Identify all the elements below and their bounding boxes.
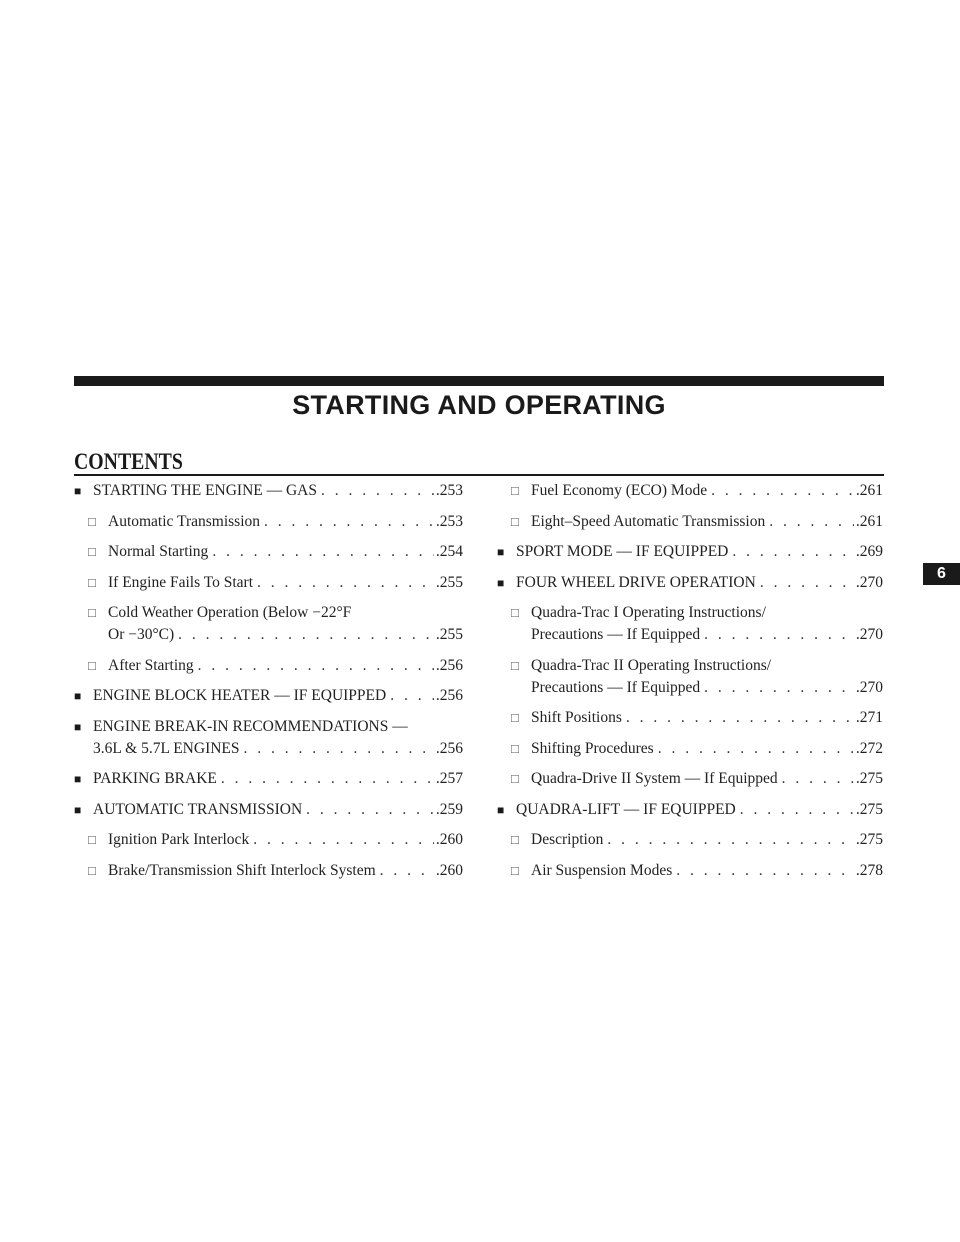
toc-page-number: .253: [435, 482, 463, 499]
dot-leader: [390, 685, 434, 707]
toc-page-number: .256: [435, 739, 463, 757]
filled-square-bullet-icon: ■: [74, 719, 82, 734]
open-square-bullet-icon: □: [511, 862, 519, 878]
toc-entry[interactable]: [74, 768, 463, 790]
toc-entry[interactable]: [74, 602, 463, 646]
toc-entry-title: ENGINE BREAK-IN RECOMMENDATIONS —: [93, 717, 408, 735]
toc-page-number: .253: [435, 512, 463, 530]
dot-leader: [740, 799, 854, 821]
toc-entry[interactable]: [74, 480, 463, 502]
toc-entry-title: If Engine Fails To Start: [108, 573, 254, 591]
toc-page-number: .261: [855, 482, 883, 499]
dot-leader: [257, 572, 434, 594]
dot-leader: [380, 860, 434, 882]
open-square-bullet-icon: □: [88, 513, 96, 529]
toc-entry-title: SPORT MODE — IF EQUIPPED: [516, 543, 729, 560]
open-square-bullet-icon: □: [511, 657, 519, 673]
toc-entry[interactable]: [497, 799, 883, 821]
filled-square-bullet-icon: ■: [497, 802, 505, 817]
toc-entry-title: Description: [531, 831, 604, 848]
toc-page-number: .270: [855, 678, 883, 696]
open-square-bullet-icon: □: [511, 483, 519, 498]
toc-entry[interactable]: [74, 860, 463, 882]
dot-leader: [760, 572, 854, 594]
toc-entry[interactable]: [497, 655, 883, 699]
dot-leader: [212, 541, 434, 563]
chapter-number-tab: 6: [923, 563, 960, 585]
dot-leader: [782, 768, 854, 790]
dot-leader: [321, 480, 434, 502]
toc-entry-title: Brake/Transmission Shift Interlock System: [108, 861, 376, 879]
toc-entry[interactable]: [74, 685, 463, 707]
toc-entry-title: Automatic Transmission: [108, 512, 261, 530]
toc-entry-title: FOUR WHEEL DRIVE OPERATION: [516, 573, 756, 591]
toc-page-number: .260: [435, 861, 463, 879]
toc-entry-title: Shift Positions: [531, 709, 622, 726]
dot-leader: [198, 655, 434, 677]
toc-entry-title: Precautions — If Equipped: [531, 678, 701, 696]
toc-entry[interactable]: [497, 572, 883, 594]
dot-leader: [711, 480, 854, 502]
toc-entry-title: Cold Weather Operation (Below −22°F: [108, 604, 352, 621]
filled-square-bullet-icon: ■: [74, 484, 82, 498]
dot-leader: [253, 829, 434, 851]
toc-entry-title: Quadra-Trac II Operating Instructions/: [531, 656, 772, 674]
dot-leader: [658, 738, 854, 760]
toc-entry-title: 3.6L & 5.7L ENGINES: [93, 739, 240, 757]
toc-page-number: .261: [855, 512, 883, 530]
filled-square-bullet-icon: ■: [74, 772, 82, 786]
toc-entry-title: STARTING THE ENGINE — GAS: [93, 482, 318, 499]
toc-entry[interactable]: [74, 511, 463, 533]
toc-entry[interactable]: [497, 829, 883, 851]
dot-leader: [264, 511, 434, 533]
open-square-bullet-icon: □: [511, 740, 519, 756]
dot-leader: [769, 511, 854, 533]
filled-square-bullet-icon: ■: [497, 545, 505, 559]
dot-leader: [306, 799, 434, 821]
toc-entry-title: Quadra-Trac I Operating Instructions/: [531, 604, 766, 621]
dot-leader: [704, 624, 854, 646]
toc-entry-title: Fuel Economy (ECO) Mode: [531, 482, 708, 499]
toc-page-number: .275: [855, 770, 883, 787]
toc-entry[interactable]: [74, 799, 463, 821]
toc-entry-title: AUTOMATIC TRANSMISSION: [93, 800, 303, 818]
toc-entry-title: Shifting Procedures: [531, 739, 654, 757]
toc-entry[interactable]: [497, 860, 883, 882]
toc-entry[interactable]: [497, 602, 883, 646]
toc-entry[interactable]: [74, 829, 463, 851]
dot-leader: [178, 624, 434, 646]
open-square-bullet-icon: □: [88, 544, 96, 559]
toc-page-number: .255: [435, 573, 463, 591]
toc-page-number: .256: [435, 656, 463, 674]
toc-page-number: .272: [855, 739, 883, 757]
open-square-bullet-icon: □: [88, 657, 96, 673]
toc-entry[interactable]: [74, 572, 463, 594]
dot-leader: [221, 768, 434, 790]
open-square-bullet-icon: □: [511, 771, 519, 786]
toc-entry-title: Air Suspension Modes: [531, 861, 673, 879]
toc-entry-title: Ignition Park Interlock: [108, 831, 250, 848]
toc-entry[interactable]: [497, 707, 883, 729]
toc-entry[interactable]: [497, 738, 883, 760]
toc-entry-title: PARKING BRAKE: [93, 770, 217, 787]
toc-entry-title: QUADRA-LIFT — IF EQUIPPED: [516, 800, 736, 818]
toc-page-number: .271: [855, 709, 883, 726]
toc-entry[interactable]: [74, 541, 463, 563]
toc-page-number: .257: [435, 770, 463, 787]
open-square-bullet-icon: □: [88, 832, 96, 847]
toc-entry[interactable]: [497, 768, 883, 790]
toc-entry-title: Quadra-Drive II System — If Equipped: [531, 770, 778, 787]
open-square-bullet-icon: □: [511, 605, 519, 620]
toc-entry-title: Eight–Speed Automatic Transmission: [531, 512, 766, 530]
toc-page-number: .259: [435, 800, 463, 818]
toc-entry[interactable]: [74, 655, 463, 677]
contents-divider: [74, 474, 884, 476]
toc-page-number: .278: [855, 861, 883, 879]
dot-leader: [704, 677, 854, 699]
toc-page-number: .270: [855, 626, 883, 643]
dot-leader: [244, 738, 434, 760]
filled-square-bullet-icon: ■: [74, 802, 82, 817]
chapter-title: STARTING AND OPERATING: [292, 390, 666, 420]
toc-page-number: .270: [855, 573, 883, 591]
toc-entry-title: Or −30°C): [108, 626, 175, 643]
toc-entry-title: Precautions — If Equipped: [531, 626, 701, 643]
toc-page-number: .256: [435, 687, 463, 704]
toc-page-number: .269: [855, 543, 883, 560]
dot-leader: [732, 541, 854, 563]
dot-leader: [626, 707, 854, 729]
toc-entry-title: Normal Starting: [108, 543, 209, 560]
dot-leader: [607, 829, 854, 851]
toc-entry[interactable]: [74, 716, 463, 760]
toc-page-number: .275: [855, 800, 883, 818]
open-square-bullet-icon: □: [88, 862, 96, 878]
toc-page-number: .275: [855, 831, 883, 848]
toc-page-number: .260: [435, 831, 463, 848]
toc-entry-title: ENGINE BLOCK HEATER — IF EQUIPPED: [93, 687, 387, 704]
toc-entry[interactable]: [497, 480, 883, 502]
open-square-bullet-icon: □: [88, 574, 96, 590]
filled-square-bullet-icon: ■: [74, 689, 82, 703]
contents-heading: CONTENTS: [74, 449, 183, 474]
open-square-bullet-icon: □: [88, 605, 96, 620]
toc-entry[interactable]: [497, 541, 883, 563]
open-square-bullet-icon: □: [511, 832, 519, 847]
toc-page-number: .255: [435, 626, 463, 643]
dot-leader: [676, 860, 854, 882]
open-square-bullet-icon: □: [511, 513, 519, 529]
toc-page-number: .254: [435, 543, 463, 560]
toc-entry[interactable]: [497, 511, 883, 533]
open-square-bullet-icon: □: [511, 710, 519, 725]
filled-square-bullet-icon: ■: [497, 575, 505, 590]
toc-entry-title: After Starting: [108, 656, 194, 674]
chapter-header-bar: [74, 376, 884, 386]
